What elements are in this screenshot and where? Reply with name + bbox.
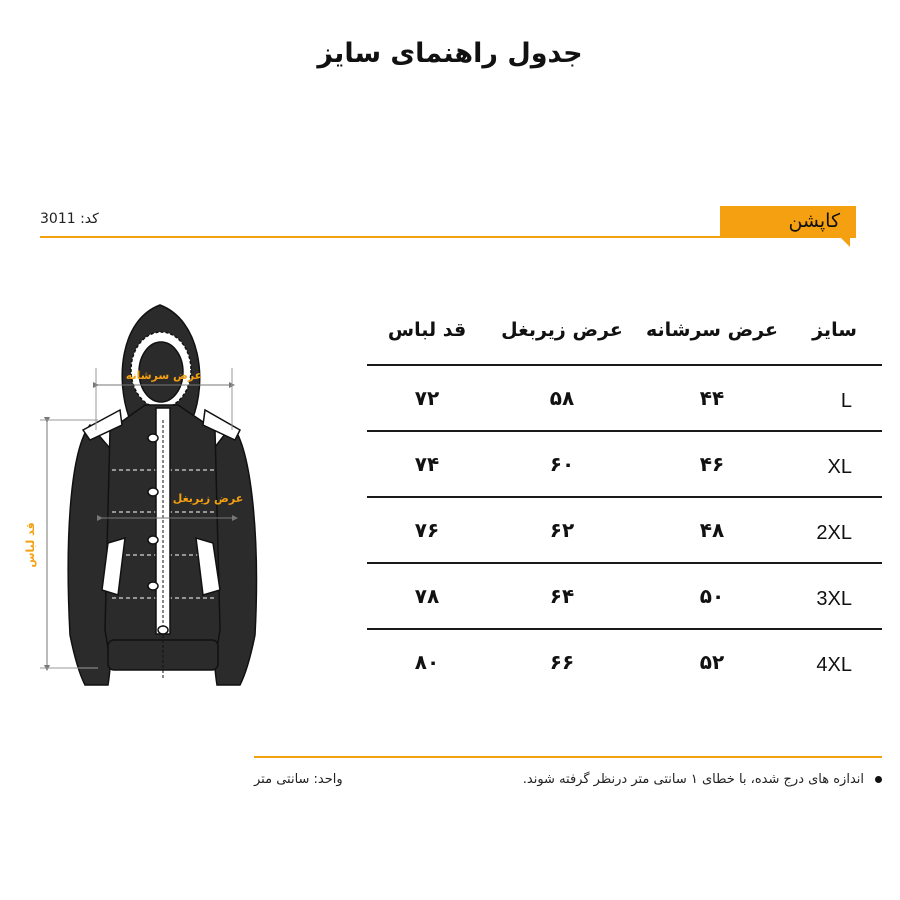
table-header-row xyxy=(367,300,882,366)
cell-length: ۷۸ xyxy=(414,584,440,608)
cell-length: ۷۶ xyxy=(414,518,440,542)
category-tab xyxy=(720,206,856,238)
armpit-width-label: عرض زیربغل xyxy=(172,492,244,505)
cell-armpit-width: ۵۸ xyxy=(549,386,575,410)
header-divider xyxy=(40,236,722,238)
header-size: سایز xyxy=(812,319,857,341)
cell-size: 2XL xyxy=(816,522,852,544)
cell-size: L xyxy=(840,390,852,412)
header-shoulder-width: عرض سرشانه xyxy=(646,319,778,341)
bullet-icon xyxy=(875,776,882,783)
tolerance-note: اندازه های درج شده، با خطای ۱ سانتی متر درنظر گرفته شوند. xyxy=(522,772,864,787)
jacket-diagram xyxy=(20,290,290,700)
cell-armpit-width: ۶۴ xyxy=(549,584,575,608)
table-row xyxy=(367,630,882,694)
category-label: کاپشن xyxy=(788,210,840,232)
cell-length: ۸۰ xyxy=(414,650,440,674)
header-armpit-width: عرض زیربغل xyxy=(501,319,623,341)
table-row xyxy=(367,564,882,630)
cell-size: XL xyxy=(827,456,852,478)
cell-shoulder-width: ۴۴ xyxy=(699,386,725,410)
length-label: قد لباس xyxy=(24,522,37,568)
table-row xyxy=(367,366,882,432)
cell-length: ۷۴ xyxy=(414,452,440,476)
unit-note: واحد: سانتی متر xyxy=(254,772,343,787)
shoulder-width-label: عرض سرشانه xyxy=(125,369,203,382)
cell-size: 3XL xyxy=(816,588,852,610)
cell-shoulder-width: ۴۸ xyxy=(699,518,725,542)
product-code: کد: 3011 xyxy=(40,211,99,227)
cell-shoulder-width: ۵۲ xyxy=(699,650,725,674)
cell-size: 4XL xyxy=(816,654,852,676)
table-row xyxy=(367,498,882,564)
header-length: قد لباس xyxy=(387,319,467,341)
footer-divider xyxy=(254,756,882,758)
cell-shoulder-width: ۴۶ xyxy=(699,452,725,476)
jacket-icon xyxy=(20,290,290,700)
cell-length: ۷۲ xyxy=(414,386,440,410)
cell-shoulder-width: ۵۰ xyxy=(699,584,725,608)
cell-armpit-width: ۶۲ xyxy=(549,518,575,542)
cell-armpit-width: ۶۰ xyxy=(549,452,575,476)
table-row xyxy=(367,432,882,498)
size-table xyxy=(367,300,882,694)
cell-armpit-width: ۶۶ xyxy=(549,650,575,674)
page-title: جدول راهنمای سایز xyxy=(317,38,583,69)
